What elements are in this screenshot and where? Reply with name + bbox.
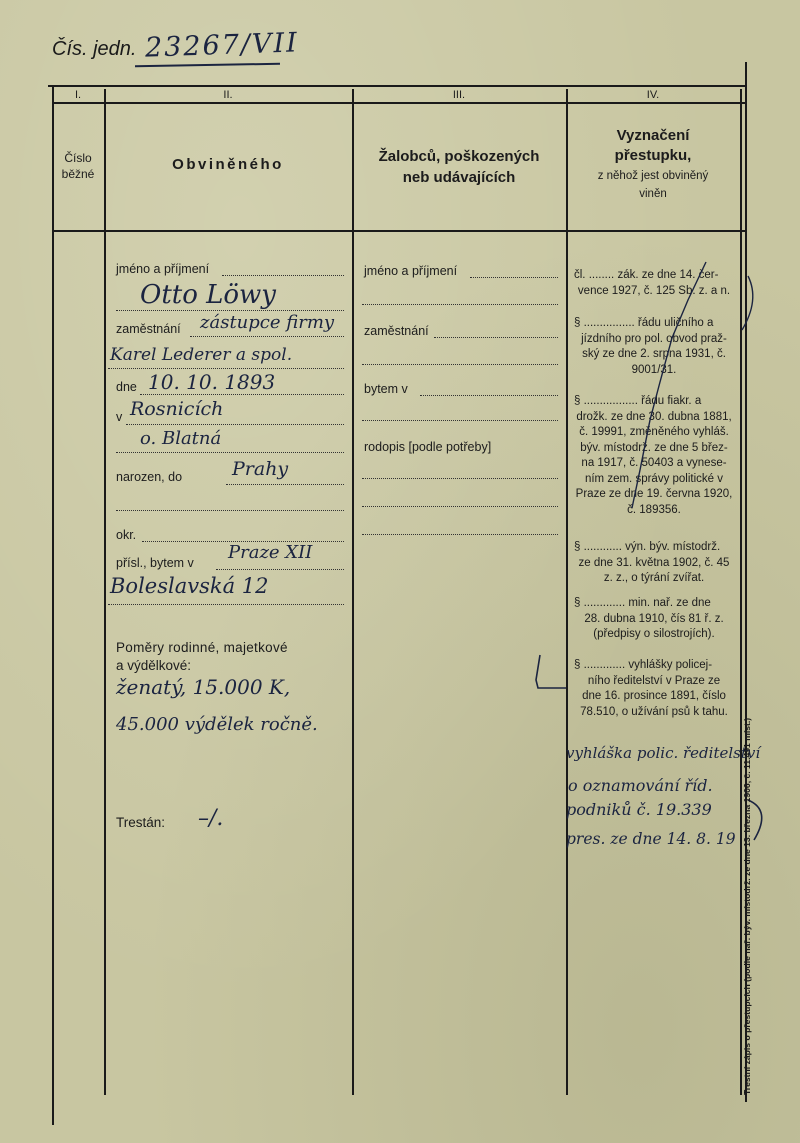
offence-handwritten-line-4: pres. ze dne 14. 8. 19 bbox=[566, 830, 736, 848]
column-header-offence: Vyznačení přestupku, z něhož jest obviněný viněn bbox=[597, 127, 709, 200]
column-number-1: I. bbox=[74, 89, 82, 101]
column-header-number: Číslo běžné bbox=[61, 151, 95, 181]
reference-number: 23267/VII bbox=[144, 27, 300, 64]
offence-item-4: § ............ výn. býv. místodrž. ze dne 31. května 1902, č. 45 z. z., o týrání zvířat. bbox=[574, 541, 730, 584]
accused-domicile-label: narozen, do bbox=[116, 470, 183, 484]
offence-handwritten-line-1: vyhláška polic. ředitelství bbox=[566, 744, 761, 762]
accused-circumstances-label-2: a výdělkové: bbox=[116, 658, 192, 673]
accused-birth-value: 10. 10. 1893 bbox=[148, 370, 276, 394]
column-header-plaintiffs: Žalobců, poškozených neb udávajících bbox=[378, 148, 540, 186]
plaintiff-employment-label: zaměstnání bbox=[364, 324, 429, 338]
column-number-2: II. bbox=[223, 89, 233, 101]
accused-birthplace-label: v bbox=[116, 410, 123, 424]
offence-handwritten-line-3: podniků č. 19.339 bbox=[566, 800, 712, 819]
accused-punished-value: –/. bbox=[198, 806, 224, 831]
accused-birth-label: dne bbox=[116, 380, 137, 394]
plaintiff-residence-label: bytem v bbox=[364, 382, 408, 396]
accused-circumstances-label-1: Poměry rodinné, majetkové bbox=[116, 640, 288, 655]
accused-punished-label: Trestán: bbox=[116, 815, 166, 830]
accused-employment-value-1: zástupce firmy bbox=[200, 312, 335, 333]
plaintiff-name-label: jméno a příjmení bbox=[364, 264, 458, 278]
column-number-3: III. bbox=[452, 89, 466, 101]
offence-item-5: § ............. min. nař. ze dne 28. dubna 1910, čís 81 ř. z. (předpisy o silostrojích). bbox=[574, 597, 724, 640]
offence-handwritten-line-2: o oznamování říd. bbox=[568, 776, 713, 795]
accused-name-value: Otto Löwy bbox=[140, 280, 276, 310]
accused-birthplace-value-1: Rosnicích bbox=[130, 398, 224, 420]
offence-item-2: § ................ řádu uličního a jízdního pro pol. obvod praž- ský ze dne 2. srpna 1931, č. 9001/31. bbox=[574, 317, 727, 376]
accused-employment-value-2: Karel Lederer a spol. bbox=[110, 345, 293, 365]
column-header-accused: Obviněného bbox=[172, 156, 284, 173]
offence-item-3: § ................. řádu fiakr. a drožk. ze dne 30. dubna 1881, č. 19991, změněného vyhláš. býv. místodrž. ze dne 5 břez- na 1917, č. 50403 a vynese- ním zem. správy politické v Praze ze dne 19. června 1920, č. 189356. bbox=[574, 395, 733, 516]
plaintiff-biography-label: rodopis [podle potřeby] bbox=[364, 440, 492, 454]
offence-item-6: § ............. vyhlášky policej- ního ředitelství v Praze ze dne 16. prosince 1891, číslo 78.510, o užívání psů k tahu. bbox=[574, 659, 728, 718]
form-side-note: Trestní zápis o přestupcích (podle nař. býv. místodrž. ze dne 13. března 1906, č. 11.491 míst.) bbox=[742, 717, 752, 1095]
offence-item-1: čl. ........ zák. ze dne 14. čer- vence 1927, č. 125 Sb. z. a n. bbox=[574, 269, 731, 297]
accused-circumstances-value-1: ženatý, 15.000 K, bbox=[116, 675, 291, 699]
accused-district-label: okr. bbox=[116, 528, 137, 542]
accused-domicile-value: Prahy bbox=[232, 458, 289, 480]
accused-name-label: jméno a příjmení bbox=[116, 262, 210, 276]
reference-label: Čís. jedn. bbox=[52, 38, 137, 60]
column-number-4: IV. bbox=[646, 89, 660, 101]
accused-birthplace-value-2: o. Blatná bbox=[140, 428, 222, 449]
accused-residence-value-2: Boleslavská 12 bbox=[110, 574, 269, 598]
accused-residence-label: přísl., bytem v bbox=[116, 556, 194, 570]
accused-residence-value-1: Praze XII bbox=[228, 542, 313, 563]
accused-employment-label: zaměstnání bbox=[116, 322, 181, 336]
accused-circumstances-value-2: 45.000 výdělek ročně. bbox=[116, 714, 318, 735]
